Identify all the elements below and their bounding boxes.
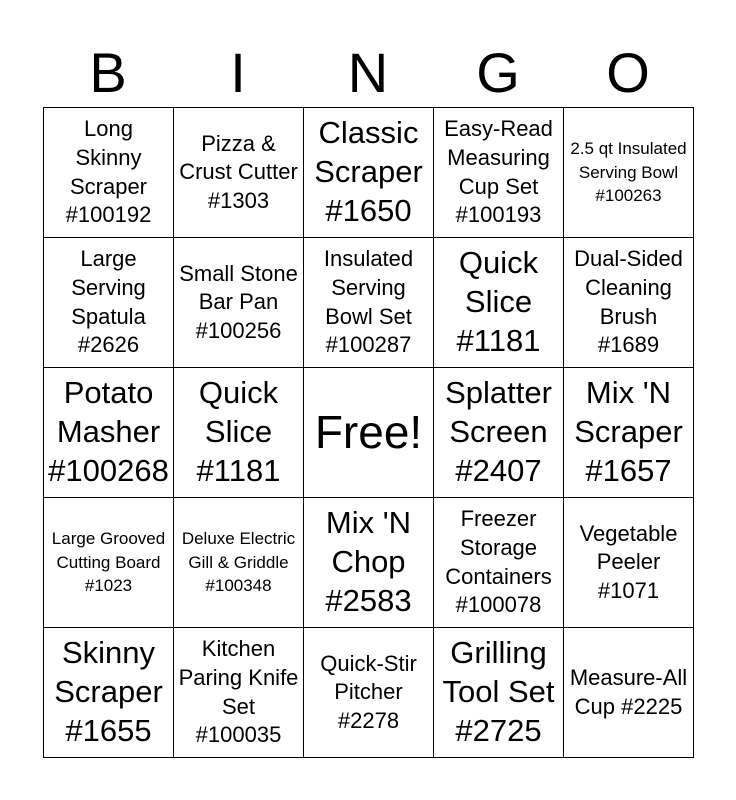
bingo-cell-label: Insulated Serving Bowl Set #100287 bbox=[323, 246, 414, 358]
bingo-cell-label: Classic Scraper #1650 bbox=[314, 115, 423, 228]
bingo-header bbox=[43, 38, 693, 108]
bingo-card-grid bbox=[43, 107, 694, 758]
bingo-cell-label: Skinny Scraper #1655 bbox=[54, 635, 163, 748]
header-letter-b: B bbox=[89, 41, 127, 104]
header-letter-o: O bbox=[606, 41, 650, 104]
bingo-cell-g1[interactable] bbox=[434, 108, 564, 238]
bingo-cell-label: Easy-Read Measuring Cup Set #100193 bbox=[444, 116, 553, 228]
bingo-cell-label: Large Serving Spatula #2626 bbox=[71, 246, 146, 358]
bingo-cell-label: Long Skinny Scraper #100192 bbox=[65, 116, 152, 228]
bingo-cell-i2[interactable] bbox=[174, 238, 304, 368]
bingo-cell-label: Large Grooved Cutting Board #1023 bbox=[51, 528, 166, 596]
bingo-cell-label: Vegetable Peeler #1071 bbox=[579, 520, 678, 603]
bingo-cell-g5[interactable] bbox=[434, 628, 564, 758]
bingo-cell-label: Quick Slice #1181 bbox=[456, 245, 541, 358]
bingo-cell-label: Quick-Stir Pitcher #2278 bbox=[320, 650, 417, 733]
bingo-cell-b5[interactable] bbox=[44, 628, 174, 758]
bingo-cell-o1[interactable] bbox=[564, 108, 694, 238]
bingo-cell-label: 2.5 qt Insulated Serving Bowl #100263 bbox=[570, 138, 687, 206]
bingo-cell-o5[interactable] bbox=[564, 628, 694, 758]
bingo-cell-i5[interactable] bbox=[174, 628, 304, 758]
bingo-cell-b4[interactable] bbox=[44, 498, 174, 628]
bingo-cell-b3[interactable] bbox=[44, 368, 174, 498]
bingo-cell-o3[interactable] bbox=[564, 368, 694, 498]
bingo-cell-label: Pizza & Crust Cutter #1303 bbox=[179, 130, 298, 213]
free-space-cell[interactable] bbox=[304, 368, 434, 498]
bingo-cell-label: Kitchen Paring Knife Set #100035 bbox=[178, 636, 299, 748]
bingo-cell-n1[interactable] bbox=[304, 108, 434, 238]
bingo-cell-g4[interactable] bbox=[434, 498, 564, 628]
bingo-cell-i1[interactable] bbox=[174, 108, 304, 238]
header-letter-i: I bbox=[230, 41, 246, 104]
bingo-cell-label: Deluxe Electric Gill & Griddle #100348 bbox=[181, 528, 296, 596]
bingo-cell-b1[interactable] bbox=[44, 108, 174, 238]
bingo-cell-label: Measure-All Cup #2225 bbox=[569, 664, 688, 719]
bingo-cell-label: Free! bbox=[314, 406, 423, 459]
bingo-cell-label: Splatter Screen #2407 bbox=[445, 375, 552, 488]
bingo-cell-o4[interactable] bbox=[564, 498, 694, 628]
bingo-cell-label: Mix 'N Scraper #1657 bbox=[574, 375, 683, 488]
bingo-cell-label: Grilling Tool Set #2725 bbox=[442, 635, 555, 748]
bingo-cell-g2[interactable] bbox=[434, 238, 564, 368]
bingo-cell-n5[interactable] bbox=[304, 628, 434, 758]
bingo-cell-i3[interactable] bbox=[174, 368, 304, 498]
bingo-cell-label: Freezer Storage Containers #100078 bbox=[445, 506, 552, 618]
bingo-cell-label: Dual-Sided Cleaning Brush #1689 bbox=[574, 246, 683, 358]
bingo-cell-label: Mix 'N Chop #2583 bbox=[325, 505, 412, 618]
bingo-cell-o2[interactable] bbox=[564, 238, 694, 368]
bingo-cell-i4[interactable] bbox=[174, 498, 304, 628]
bingo-cell-label: Potato Masher #100268 bbox=[48, 375, 169, 488]
header-letter-n: N bbox=[347, 41, 389, 104]
header-letter-g: G bbox=[476, 41, 520, 104]
bingo-cell-label: Small Stone Bar Pan #100256 bbox=[179, 260, 298, 343]
bingo-cell-n4[interactable] bbox=[304, 498, 434, 628]
bingo-cell-g3[interactable] bbox=[434, 368, 564, 498]
bingo-cell-b2[interactable] bbox=[44, 238, 174, 368]
bingo-cell-n2[interactable] bbox=[304, 238, 434, 368]
bingo-cell-label: Quick Slice #1181 bbox=[196, 375, 281, 488]
